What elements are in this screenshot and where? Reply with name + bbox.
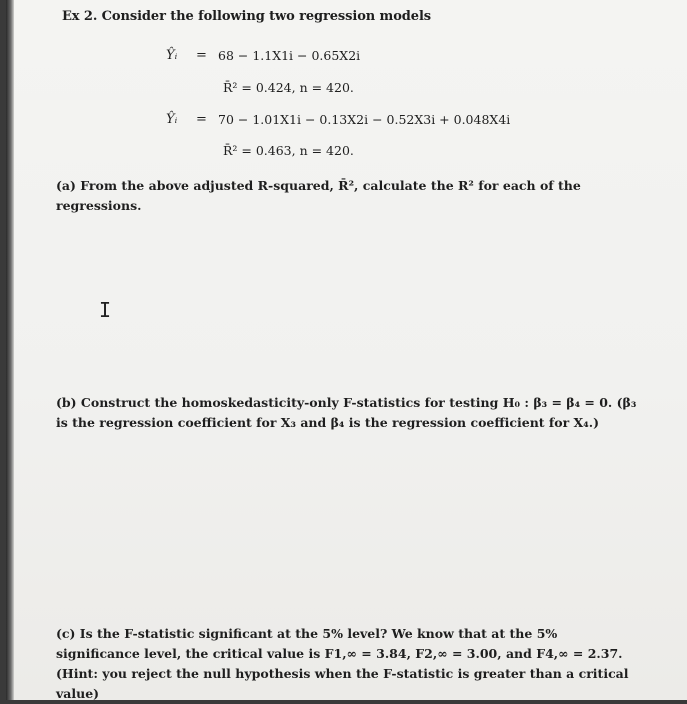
model2-stat-text: R̄² = 0.463, n = 420. — [223, 143, 354, 158]
part-c-question: (c) Is the F-statistic significant at the 5% level? We know that at the 5% significance level, the critical value is F1,∞ = 3.84, F2,∞ = 3.00, and F4,∞ = 2.37. (Hint: you reject the null hypothesis when the F-statistic is greater than a critical value) — [56, 626, 629, 701]
page-edge-shadow — [6, 0, 14, 700]
text-cursor-icon: I — [99, 298, 112, 322]
model1-lhs: Ŷᵢ — [166, 48, 178, 63]
model1-rhs: 68 − 1.1X1i − 0.65X2i — [218, 48, 361, 63]
model2-equals: = — [196, 112, 207, 127]
model2-rhs: 70 − 1.01X1i − 0.13X2i − 0.52X3i + 0.048X4i — [218, 112, 511, 127]
part-a-question: (a) From the above adjusted R-squared, R̄², calculate the R² for each of the regressions. — [56, 178, 581, 213]
part-b-question: (b) Construct the homoskedasticity-only F-statistics for testing H₀ : β₃ = β₄ = 0. (β₃ is the regression coefficient for X₃ and β₄ is the regression coefficient for X₄.) — [56, 395, 637, 430]
model1-stat-text: R̄² = 0.424, n = 420. — [223, 80, 354, 95]
exercise-heading: Ex 2. Consider the following two regression models — [62, 9, 431, 24]
model1-equals: = — [196, 48, 207, 63]
model2-lhs: Ŷᵢ — [166, 112, 178, 127]
document-page — [6, 0, 687, 700]
